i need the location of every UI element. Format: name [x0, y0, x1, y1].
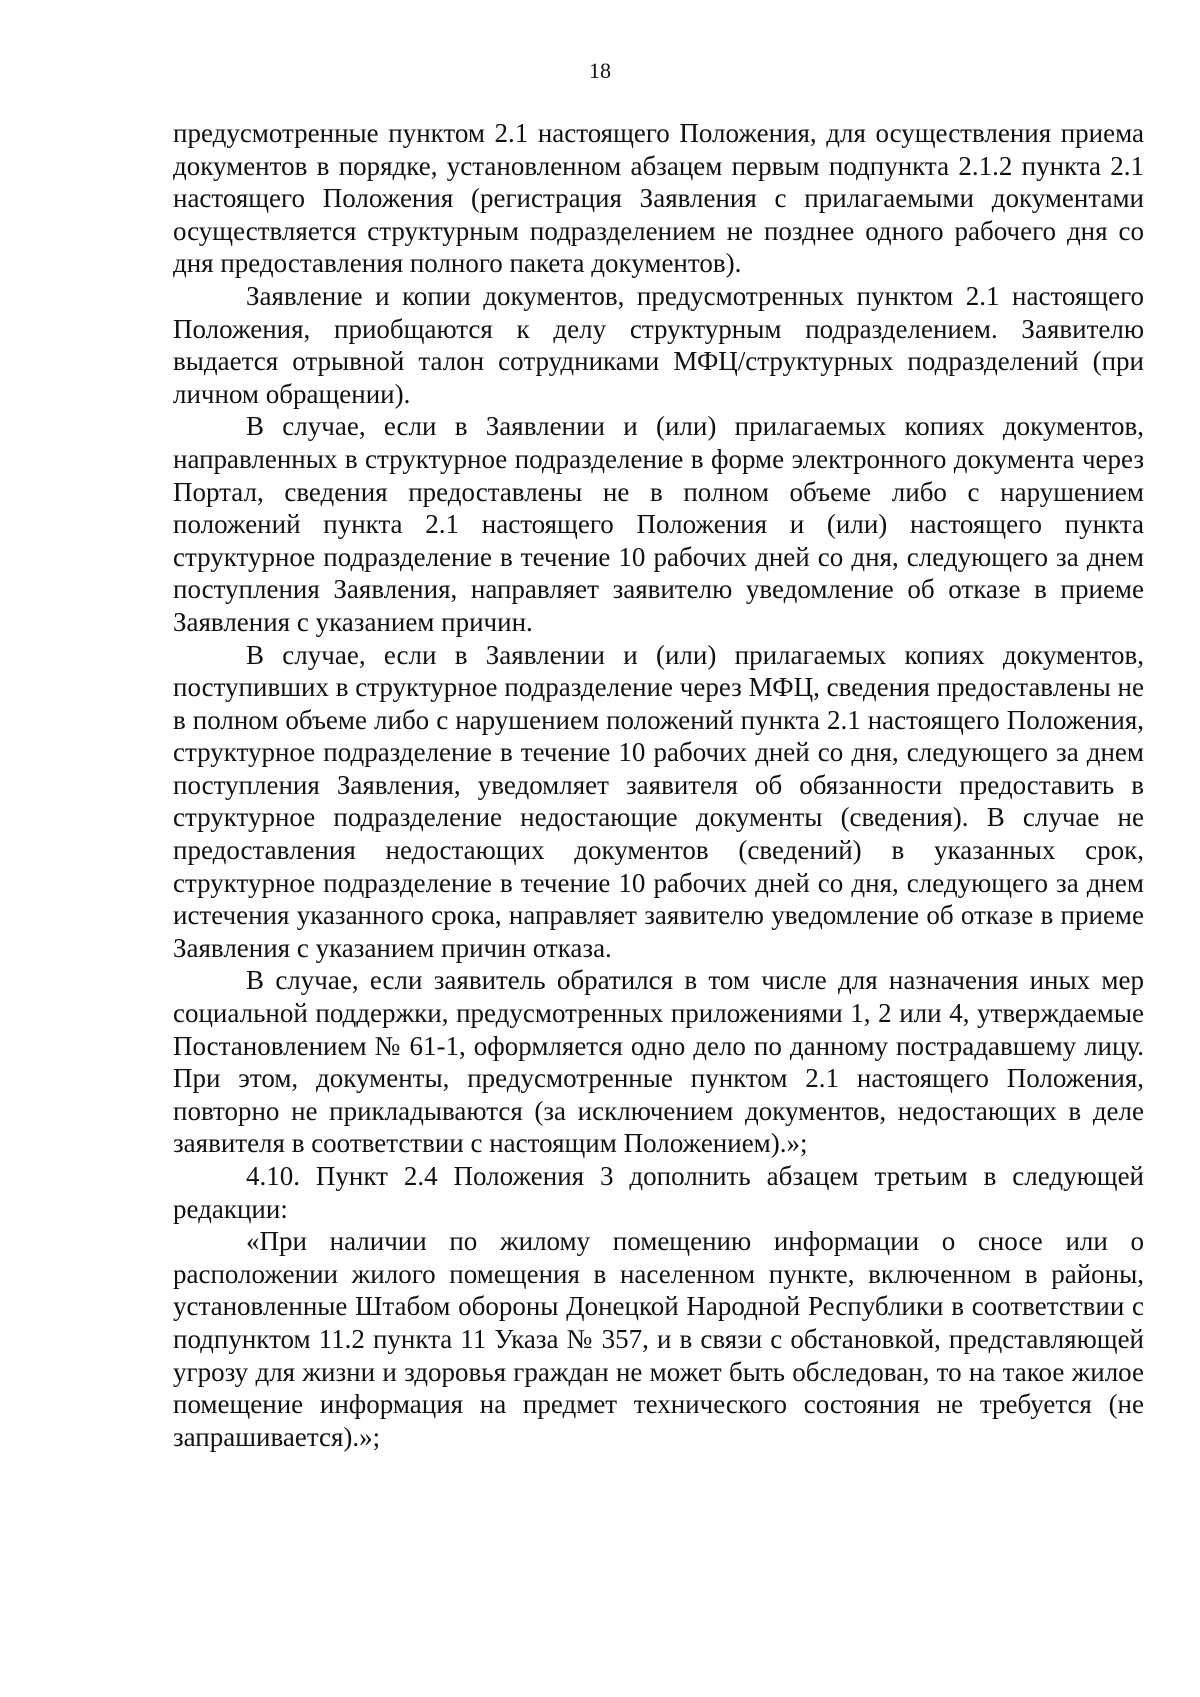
document-body	[173, 117, 1144, 1453]
paragraph-quoted-amendment: «При наличии по жилому помещению информации о сносе или о расположении жилого помещения в населенном пункте, включенном в районы, установленные Штабом обороны Донецкой Народной Республики в соответствии с подпунктом 11.2 пункта 11 Указа № 357, и в связи с обстановкой, представляющей угрозу для жизни и здоровья граждан не может быть обследован, то на такое жилое помещение информация на предмет технического состояния не требуется (не запрашивается).»;	[173, 1226, 1144, 1452]
paragraph-mfc-notification: В случае, если в Заявлении и (или) прилагаемых копиях документов, поступивших в структурное подразделение через МФЦ, сведения предоставлены не в полном объеме либо с нарушением положений пункта 2.1 настоящего Положения, структурное подразделение в течение 10 рабочих дней со дня, следующего за днем поступления Заявления, уведомляет заявителя об обязанности предоставить в структурное подразделение недостающие документы (сведения). В случае не предоставления недостающих документов (сведений) в указанных срок, структурное подразделение в течение 10 рабочих дней со дня, следующего за днем истечения указанного срока, направляет заявителю уведомление об отказе в приеме Заявления с указанием причин отказа.	[173, 639, 1144, 963]
paragraph-item-4-10: 4.10. Пункт 2.4 Положения 3 дополнить абзацем третьим в следующей редакции:	[173, 1161, 1144, 1224]
paragraph-other-support-measures: В случае, если заявитель обратился в том числе для назначения иных мер социальной поддержки, предусмотренных приложениями 1, 2 или 4, утверждаемые Постановлением № 61-1, оформляется одно дело по данному пострадавшему лицу. При этом, документы, предусмотренные пунктом 2.1 настоящего Положения, повторно не прикладываются (за исключением документов, недостающих в деле заявителя в соответствии с настоящим Положением).»;	[173, 965, 1144, 1159]
paragraph-application-copies: Заявление и копии документов, предусмотренных пунктом 2.1 настоящего Положения, приобщаются к делу структурным подразделением. Заявителю выдается отрывной талон сотрудниками МФЦ/структурных подразделений (при личном обращении).	[173, 280, 1144, 409]
paragraph-continuation: предусмотренные пунктом 2.1 настоящего Положения, для осуществления приема документов в порядке, установленном абзацем первым подпункта 2.1.2 пункта 2.1 настоящего Положения (регистрация Заявления с прилагаемыми документами осуществляется структурным подразделением не позднее одного рабочего дня со дня предоставления полного пакета документов).	[173, 118, 1144, 279]
page-number: 18	[589, 58, 611, 83]
paragraph-portal-refusal: В случае, если в Заявлении и (или) прилагаемых копиях документов, направленных в структурное подразделение в форме электронного документа через Портал, сведения предоставлены не в полном объеме либо с нарушением положений пункта 2.1 настоящего Положения и (или) настоящего пункта структурное подразделение в течение 10 рабочих дней со дня, следующего за днем поступления Заявления, направляет заявителю уведомление об отказе в приеме Заявления с указанием причин.	[173, 411, 1144, 637]
